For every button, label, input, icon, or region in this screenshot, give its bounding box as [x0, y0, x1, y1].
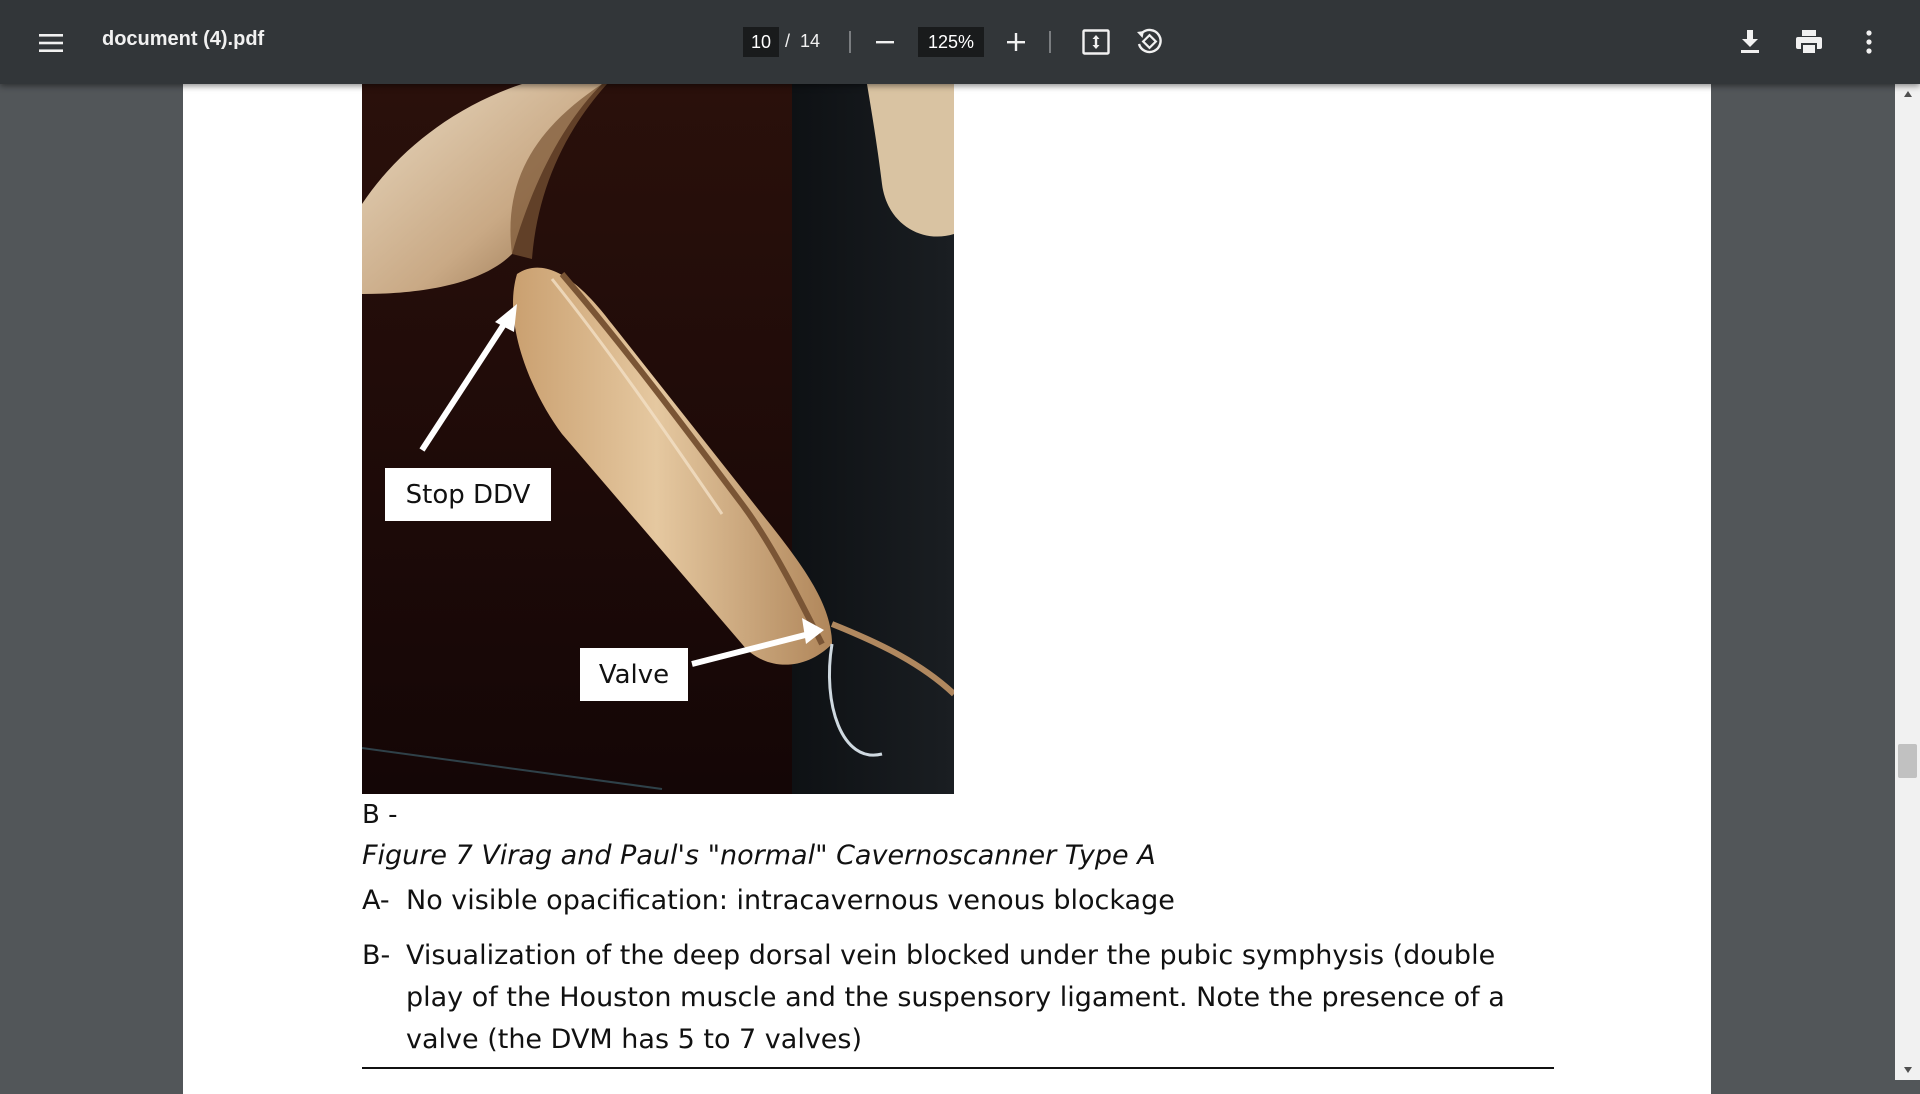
fit-page-button[interactable] [1078, 24, 1114, 60]
figure-caption: Figure 7 Virag and Paul's "normal" Cavernoscanner Type A [362, 840, 1156, 871]
pdf-page [183, 84, 1711, 1094]
print-icon [1795, 29, 1823, 55]
label-valve: Valve [580, 648, 688, 701]
scrollbar-thumb[interactable] [1898, 744, 1917, 778]
label-stop-ddv: Stop DDV [385, 468, 551, 521]
list-item-text: Visualization of the deep dorsal vein blocked under the pubic symphysis (double play of the Houston muscle and the suspensory ligament. Note the presence of a valve (the DVM has 5 to 7 valves) [406, 940, 1505, 1055]
page-number-input[interactable] [743, 27, 779, 57]
ct-scan-figure [362, 84, 954, 794]
list-item-text: No visible opacification: intracavernous venous blockage [406, 885, 1175, 916]
scroll-down-icon [1903, 1066, 1913, 1074]
zoom-in-icon [1006, 32, 1026, 52]
scroll-up-icon [1903, 90, 1913, 98]
more-options-button[interactable] [1849, 22, 1889, 62]
horizontal-rule [362, 1067, 1554, 1069]
page-total: 14 [800, 31, 821, 51]
list-item-marker: A- [362, 885, 390, 916]
page-zoom-controls [0, 0, 1920, 84]
more-icon [1865, 30, 1873, 54]
toolbar-divider [849, 31, 851, 53]
fit-page-icon [1082, 29, 1110, 55]
menu-button[interactable] [30, 22, 72, 64]
page-separator: / [785, 31, 791, 51]
document-title: document (4).pdf [102, 28, 265, 50]
zoom-in-button[interactable] [998, 24, 1034, 60]
scroll-down-button[interactable] [1895, 1060, 1920, 1080]
rotate-icon [1134, 27, 1164, 57]
download-icon [1739, 29, 1761, 55]
zoom-out-button[interactable] [867, 24, 903, 60]
toolbar-divider [1049, 31, 1051, 53]
menu-icon [38, 33, 64, 53]
figure-sublabel: B - [362, 800, 398, 830]
zoom-out-icon [875, 32, 895, 52]
zoom-input[interactable] [918, 27, 984, 57]
vertical-scrollbar[interactable] [1895, 84, 1920, 1080]
download-button[interactable] [1730, 22, 1770, 62]
rotate-button[interactable] [1131, 24, 1167, 60]
list-item [362, 935, 1552, 1065]
print-button[interactable] [1789, 22, 1829, 62]
list-item-marker: B- [362, 940, 391, 971]
scroll-up-button[interactable] [1895, 84, 1920, 104]
pdf-toolbar [0, 0, 1920, 84]
list-item [362, 880, 1552, 922]
